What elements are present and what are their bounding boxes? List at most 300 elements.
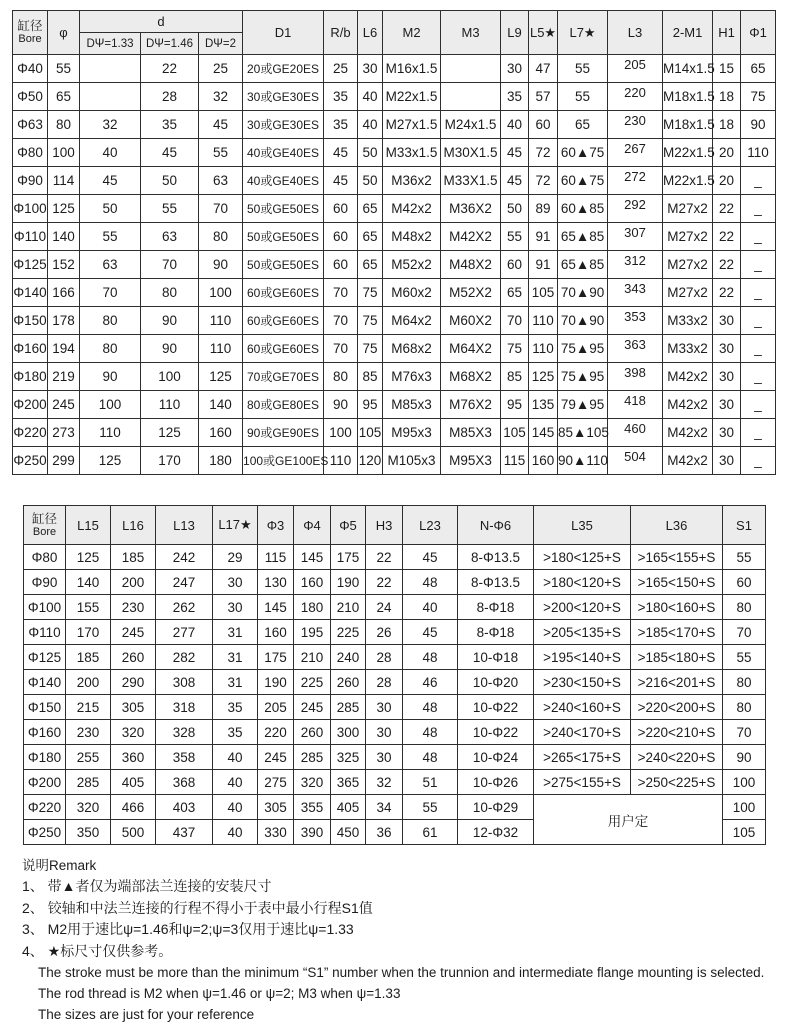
cell-rb: 100 <box>324 419 358 447</box>
cell-p3: 330 <box>258 820 294 845</box>
cell-l35: >195<140+S <box>534 645 631 670</box>
cell-d1: 60或GE60ES <box>243 307 324 335</box>
col-header-l23: L23 <box>403 506 458 545</box>
cell-l15: 170 <box>66 620 111 645</box>
cell-h1: 18 <box>713 111 741 139</box>
cell-l15: 320 <box>66 795 111 820</box>
col-header-l7: L7★ <box>558 11 608 55</box>
cell-h1: 20 <box>713 139 741 167</box>
cell-l15: 200 <box>66 670 111 695</box>
cell-l36: >185<170+S <box>631 620 723 645</box>
cell-h1: 30 <box>713 447 741 475</box>
table-row <box>24 570 766 595</box>
cell-d133: 100 <box>80 391 141 419</box>
cell-m1: M27x2 <box>663 223 713 251</box>
cell-h1: 30 <box>713 391 741 419</box>
col-header-s1: S1 <box>723 506 766 545</box>
cell-l5: 125 <box>529 363 558 391</box>
cell-l35: >265<175+S <box>534 745 631 770</box>
cell-l6: 50 <box>358 139 383 167</box>
cell-phi1: _ <box>741 447 776 475</box>
cell-l9: 35 <box>501 83 529 111</box>
table-row <box>24 720 766 745</box>
cell-d133 <box>80 83 141 111</box>
cell-l13: 277 <box>156 620 213 645</box>
cell-d133: 55 <box>80 223 141 251</box>
table-row <box>24 545 766 570</box>
cell-np6: 8-Φ13.5 <box>458 570 534 595</box>
remarks-section <box>22 856 772 1025</box>
cell-rb: 25 <box>324 55 358 83</box>
cell-l7: 75▲95 <box>558 363 608 391</box>
cell-d133: 32 <box>80 111 141 139</box>
cell-h3: 24 <box>366 595 403 620</box>
cell-bore: Φ100 <box>13 195 48 223</box>
cell-d2: 125 <box>199 363 243 391</box>
cell-m2: M64x2 <box>383 307 441 335</box>
cell-phi: 178 <box>48 307 80 335</box>
cell-l6: 65 <box>358 223 383 251</box>
cell-p5: 190 <box>331 570 366 595</box>
cell-bore: Φ200 <box>24 770 66 795</box>
cell-l6: 40 <box>358 111 383 139</box>
dimension-table-1 <box>12 10 776 475</box>
cell-l13: 328 <box>156 720 213 745</box>
remark-english-1: The stroke must be more than the minimum “S1” number when the trunnion and intermediate flange mounting is selected. <box>38 965 765 980</box>
cell-l36: >220<200+S <box>631 695 723 720</box>
cell-l3: 460 <box>608 419 663 447</box>
cell-m3: M48X2 <box>441 251 501 279</box>
cell-m1: M18x1.5 <box>663 83 713 111</box>
cell-p4: 245 <box>294 695 331 720</box>
cell-d133: 45 <box>80 167 141 195</box>
col-header-nphi6: N-Φ6 <box>458 506 534 545</box>
cell-m1: M18x1.5 <box>663 111 713 139</box>
cell-p4: 180 <box>294 595 331 620</box>
cell-l7: 79▲95 <box>558 391 608 419</box>
table2-body <box>24 545 766 845</box>
table-row <box>24 595 766 620</box>
cell-m3: M33X1.5 <box>441 167 501 195</box>
cell-h3: 28 <box>366 670 403 695</box>
cell-d2: 70 <box>199 195 243 223</box>
cell-p4: 210 <box>294 645 331 670</box>
cell-l6: 75 <box>358 279 383 307</box>
cell-d146: 55 <box>141 195 199 223</box>
col-header-l9: L9 <box>501 11 529 55</box>
cell-l16: 305 <box>111 695 156 720</box>
cell-l36: >185<180+S <box>631 645 723 670</box>
cell-p3: 205 <box>258 695 294 720</box>
cell-m2: M76x3 <box>383 363 441 391</box>
cell-m3: M24x1.5 <box>441 111 501 139</box>
cell-l5: 72 <box>529 167 558 195</box>
table-row <box>24 745 766 770</box>
col-header-phi: φ <box>48 11 80 55</box>
cell-d1: 20或GE20ES <box>243 55 324 83</box>
cell-rb: 35 <box>324 83 358 111</box>
cell-d2: 180 <box>199 447 243 475</box>
cell-l16: 320 <box>111 720 156 745</box>
cell-bore: Φ125 <box>13 251 48 279</box>
cell-np6: 8-Φ18 <box>458 620 534 645</box>
cell-l6: 75 <box>358 307 383 335</box>
cell-d133: 90 <box>80 363 141 391</box>
cell-p4: 260 <box>294 720 331 745</box>
cell-l13: 282 <box>156 645 213 670</box>
cell-p5: 210 <box>331 595 366 620</box>
cell-l23: 40 <box>403 595 458 620</box>
cell-m1: M27x2 <box>663 251 713 279</box>
cell-s1: 55 <box>723 545 766 570</box>
cell-l3: 353 <box>608 307 663 335</box>
bore-label-cn: 缸径 <box>17 19 43 33</box>
cell-np6: 10-Φ22 <box>458 695 534 720</box>
cell-l3: 230 <box>608 111 663 139</box>
cell-l36: >165<150+S <box>631 570 723 595</box>
cell-d1: 50或GE50ES <box>243 223 324 251</box>
cell-rb: 90 <box>324 391 358 419</box>
cell-l5: 105 <box>529 279 558 307</box>
table-row <box>13 307 776 335</box>
col-header-d2: DΨ=2 <box>199 33 243 55</box>
cell-l17: 35 <box>213 720 258 745</box>
cell-l3: 307 <box>608 223 663 251</box>
cell-p4: 195 <box>294 620 331 645</box>
cell-p4: 285 <box>294 745 331 770</box>
cell-m2: M68x2 <box>383 335 441 363</box>
cell-m1: M42x2 <box>663 447 713 475</box>
cell-d146: 50 <box>141 167 199 195</box>
cell-m1: M14x1.5 <box>663 55 713 83</box>
cell-m2: M33x1.5 <box>383 139 441 167</box>
cell-phi1: _ <box>741 223 776 251</box>
cell-rb: 60 <box>324 223 358 251</box>
cell-l6: 30 <box>358 55 383 83</box>
cell-l6: 85 <box>358 363 383 391</box>
cell-l35: >240<170+S <box>534 720 631 745</box>
cell-bore: Φ80 <box>24 545 66 570</box>
col-header-2m1: 2-M1 <box>663 11 713 55</box>
cell-l17: 31 <box>213 670 258 695</box>
cell-d133: 50 <box>80 195 141 223</box>
cell-l9: 50 <box>501 195 529 223</box>
cell-p5: 285 <box>331 695 366 720</box>
table-row <box>13 419 776 447</box>
table-row <box>13 447 776 475</box>
cell-bore: Φ160 <box>24 720 66 745</box>
cell-np6: 10-Φ24 <box>458 745 534 770</box>
cell-l7: 55 <box>558 55 608 83</box>
cell-l5: 160 <box>529 447 558 475</box>
cell-d146: 90 <box>141 307 199 335</box>
cell-l9: 65 <box>501 279 529 307</box>
cell-bore: Φ220 <box>24 795 66 820</box>
cell-phi: 114 <box>48 167 80 195</box>
cell-l23: 45 <box>403 620 458 645</box>
cell-l35: >180<125+S <box>534 545 631 570</box>
cell-l9: 85 <box>501 363 529 391</box>
cell-bore: Φ220 <box>13 419 48 447</box>
cell-d146: 125 <box>141 419 199 447</box>
cell-rb: 35 <box>324 111 358 139</box>
cell-phi1: _ <box>741 419 776 447</box>
cell-d146: 110 <box>141 391 199 419</box>
cell-l7: 90▲110 <box>558 447 608 475</box>
cell-l36: >165<155+S <box>631 545 723 570</box>
cell-h3: 36 <box>366 820 403 845</box>
cell-bore: Φ110 <box>24 620 66 645</box>
table-row <box>24 795 766 820</box>
cell-d133: 80 <box>80 335 141 363</box>
cell-m1: M33x2 <box>663 307 713 335</box>
cell-p5: 450 <box>331 820 366 845</box>
cell-l3: 418 <box>608 391 663 419</box>
cell-l6: 65 <box>358 251 383 279</box>
cell-d146: 28 <box>141 83 199 111</box>
cell-l15: 230 <box>66 720 111 745</box>
cell-d2: 90 <box>199 251 243 279</box>
cell-l3: 504 <box>608 447 663 475</box>
cell-bore: Φ250 <box>13 447 48 475</box>
cell-l16: 200 <box>111 570 156 595</box>
cell-m3: M52X2 <box>441 279 501 307</box>
col-header-d133: DΨ=1.33 <box>80 33 141 55</box>
table-row <box>13 195 776 223</box>
table-row <box>13 391 776 419</box>
cell-bore: Φ90 <box>24 570 66 595</box>
cell-l9: 115 <box>501 447 529 475</box>
cell-d2: 63 <box>199 167 243 195</box>
table2-header <box>24 506 766 545</box>
remark-item-1: 1、 带▲者仅为端部法兰连接的安装尺寸 <box>22 878 272 894</box>
cell-m2: M48x2 <box>383 223 441 251</box>
cell-m3: M60X2 <box>441 307 501 335</box>
cell-l17: 40 <box>213 820 258 845</box>
cell-d1: 60或GE60ES <box>243 279 324 307</box>
cell-l3: 220 <box>608 83 663 111</box>
cell-h1: 30 <box>713 419 741 447</box>
cell-l13: 262 <box>156 595 213 620</box>
cell-l6: 40 <box>358 83 383 111</box>
cell-phi1: _ <box>741 251 776 279</box>
cell-m2: M42x2 <box>383 195 441 223</box>
table-row <box>24 620 766 645</box>
cell-d133: 63 <box>80 251 141 279</box>
cell-l16: 245 <box>111 620 156 645</box>
cell-m2: M105x3 <box>383 447 441 475</box>
cell-phi: 166 <box>48 279 80 307</box>
cell-bore: Φ63 <box>13 111 48 139</box>
cell-l5: 57 <box>529 83 558 111</box>
cell-h1: 30 <box>713 363 741 391</box>
cell-m2: M27x1.5 <box>383 111 441 139</box>
table-row <box>13 251 776 279</box>
cell-m3: M68X2 <box>441 363 501 391</box>
cell-s1: 90 <box>723 745 766 770</box>
cell-m3: M95X3 <box>441 447 501 475</box>
cell-s1: 70 <box>723 720 766 745</box>
cell-l17: 40 <box>213 770 258 795</box>
cell-m3 <box>441 83 501 111</box>
cell-h1: 15 <box>713 55 741 83</box>
col-header-h3: H3 <box>366 506 403 545</box>
cell-h3: 26 <box>366 620 403 645</box>
cell-l6: 65 <box>358 195 383 223</box>
cell-l15: 285 <box>66 770 111 795</box>
remark-item-3: 3、 M2用于速比ψ=1.46和ψ=2;ψ=3仅用于速比ψ=1.33 <box>22 921 354 937</box>
cell-l5: 110 <box>529 335 558 363</box>
cell-np6: 8-Φ18 <box>458 595 534 620</box>
col-header-rb: R/b <box>324 11 358 55</box>
cell-h3: 28 <box>366 645 403 670</box>
cell-np6: 10-Φ18 <box>458 645 534 670</box>
table2-header-row <box>24 506 766 545</box>
cell-l13: 368 <box>156 770 213 795</box>
cell-rb: 70 <box>324 279 358 307</box>
cell-s1: 80 <box>723 670 766 695</box>
cell-p4: 390 <box>294 820 331 845</box>
cell-d2: 32 <box>199 83 243 111</box>
cell-h1: 18 <box>713 83 741 111</box>
cell-h1: 20 <box>713 167 741 195</box>
cell-l7: 60▲75 <box>558 167 608 195</box>
cell-p5: 405 <box>331 795 366 820</box>
cell-l5: 135 <box>529 391 558 419</box>
cell-bore: Φ180 <box>13 363 48 391</box>
cell-phi1: 75 <box>741 83 776 111</box>
cell-l17: 30 <box>213 595 258 620</box>
cell-l15: 215 <box>66 695 111 720</box>
cell-phi1: _ <box>741 279 776 307</box>
cell-p5: 365 <box>331 770 366 795</box>
cell-l23: 48 <box>403 695 458 720</box>
cell-p4: 225 <box>294 670 331 695</box>
cell-l13: 308 <box>156 670 213 695</box>
cell-l5: 60 <box>529 111 558 139</box>
cell-d1: 40或GE40ES <box>243 139 324 167</box>
remarks-title: 说明Remark <box>22 858 97 873</box>
col-header-l36: L36 <box>631 506 723 545</box>
cell-p3: 305 <box>258 795 294 820</box>
cell-l35: >180<120+S <box>534 570 631 595</box>
cell-phi: 219 <box>48 363 80 391</box>
col-header-phi4: Φ4 <box>294 506 331 545</box>
cell-s1: 70 <box>723 620 766 645</box>
cell-l16: 500 <box>111 820 156 845</box>
table-row <box>13 55 776 83</box>
remark-item-2: 2、 铰轴和中法兰连接的行程不得小于表中最小行程S1值 <box>22 899 373 916</box>
cell-l6: 105 <box>358 419 383 447</box>
cell-l6: 120 <box>358 447 383 475</box>
cell-p5: 260 <box>331 670 366 695</box>
table-row <box>13 167 776 195</box>
cell-d1: 100或GE100ES <box>243 447 324 475</box>
cell-l9: 60 <box>501 251 529 279</box>
cell-p5: 300 <box>331 720 366 745</box>
cell-l16: 360 <box>111 745 156 770</box>
cell-l13: 247 <box>156 570 213 595</box>
cell-l5: 89 <box>529 195 558 223</box>
cell-l7: 65▲85 <box>558 223 608 251</box>
cell-d1: 30或GE30ES <box>243 111 324 139</box>
cell-l7: 65 <box>558 111 608 139</box>
col-header-m3: M3 <box>441 11 501 55</box>
cell-bore: Φ80 <box>13 139 48 167</box>
cell-bore: Φ100 <box>24 595 66 620</box>
cell-m2: M22x1.5 <box>383 83 441 111</box>
cell-l15: 140 <box>66 570 111 595</box>
cell-m1: M22x1.5 <box>663 139 713 167</box>
cell-d133: 80 <box>80 307 141 335</box>
cell-l15: 255 <box>66 745 111 770</box>
col-header-bore <box>13 11 48 55</box>
table-row <box>13 83 776 111</box>
cell-h1: 22 <box>713 279 741 307</box>
cell-phi1: _ <box>741 335 776 363</box>
cell-l17: 31 <box>213 645 258 670</box>
cell-l35: >200<120+S <box>534 595 631 620</box>
cell-m2: M95x3 <box>383 419 441 447</box>
table-row <box>24 695 766 720</box>
table1-body <box>13 55 776 475</box>
cell-p3: 220 <box>258 720 294 745</box>
cell-l5: 72 <box>529 139 558 167</box>
cell-l36: >250<225+S <box>631 770 723 795</box>
cell-l7: 65▲85 <box>558 251 608 279</box>
cell-l6: 50 <box>358 167 383 195</box>
bore-label-cn: 缸径 <box>31 511 57 526</box>
cell-l3: 398 <box>608 363 663 391</box>
col-header-phi3: Φ3 <box>258 506 294 545</box>
cell-m2: M85x3 <box>383 391 441 419</box>
cell-phi1: 90 <box>741 111 776 139</box>
cell-d146: 170 <box>141 447 199 475</box>
cell-p4: 145 <box>294 545 331 570</box>
cell-d2: 80 <box>199 223 243 251</box>
col-header-l5: L5★ <box>529 11 558 55</box>
cell-phi: 125 <box>48 195 80 223</box>
cell-p3: 175 <box>258 645 294 670</box>
col-header-d146: DΨ=1.46 <box>141 33 199 55</box>
cell-rb: 60 <box>324 251 358 279</box>
cell-d1: 80或GE80ES <box>243 391 324 419</box>
table-row <box>13 223 776 251</box>
col-header-d1: D1 <box>243 11 324 55</box>
cell-l3: 312 <box>608 251 663 279</box>
cell-l13: 403 <box>156 795 213 820</box>
cell-d146: 22 <box>141 55 199 83</box>
table1-header <box>13 11 776 55</box>
cell-phi: 245 <box>48 391 80 419</box>
table-row <box>13 279 776 307</box>
cell-phi: 55 <box>48 55 80 83</box>
col-header-l17: L17★ <box>213 506 258 545</box>
cell-m3: M42X2 <box>441 223 501 251</box>
cell-np6: 10-Φ29 <box>458 795 534 820</box>
cell-h3: 34 <box>366 795 403 820</box>
cell-m1: M42x2 <box>663 363 713 391</box>
cell-np6: 10-Φ22 <box>458 720 534 745</box>
cell-l16: 290 <box>111 670 156 695</box>
bore-label-en: Bore <box>32 525 57 538</box>
cell-phi: 194 <box>48 335 80 363</box>
cell-m2: M16x1.5 <box>383 55 441 83</box>
cell-l9: 105 <box>501 419 529 447</box>
table-row <box>24 770 766 795</box>
cell-l35: 用户定 <box>534 795 723 845</box>
cell-h1: 22 <box>713 195 741 223</box>
